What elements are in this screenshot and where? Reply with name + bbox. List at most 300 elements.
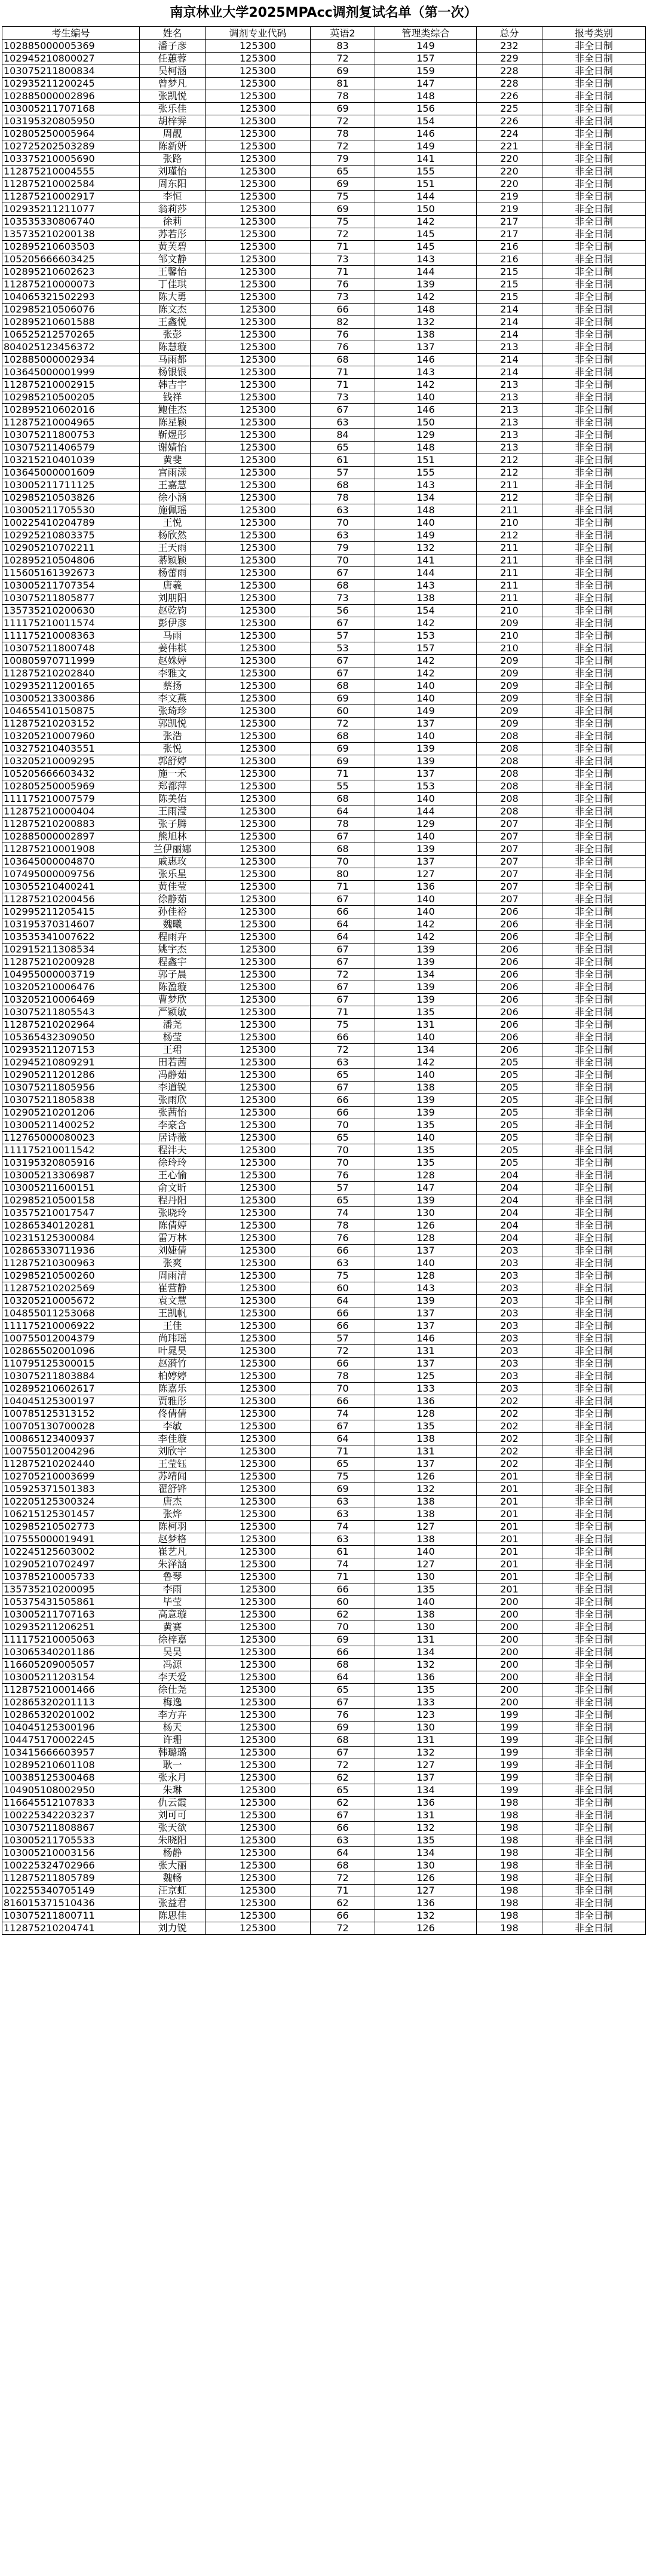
cell-total-score: 220 [477, 153, 542, 166]
cell-major-code: 125300 [206, 1232, 311, 1245]
cell-major-code: 125300 [206, 1734, 311, 1747]
table-row [2, 103, 646, 115]
table-row [2, 994, 646, 1006]
cell-english2: 65 [311, 1684, 375, 1696]
cell-major-code: 125300 [206, 1031, 311, 1044]
table-row [2, 1471, 646, 1483]
cell-name: 刘瑾怡 [140, 166, 206, 178]
cell-candidate-id: 103535341007622 [2, 931, 140, 944]
cell-total-score: 217 [477, 216, 542, 228]
cell-candidate-id: 102935211206251 [2, 1621, 140, 1634]
table-row [2, 1094, 646, 1107]
cell-candidate-id: 103275210403551 [2, 743, 140, 755]
cell-total-score: 203 [477, 1320, 542, 1333]
cell-english2: 69 [311, 1634, 375, 1646]
cell-application-type: 非全日制 [542, 1044, 646, 1056]
cell-english2: 70 [311, 517, 375, 529]
cell-application-type: 非全日制 [542, 918, 646, 931]
cell-candidate-id: 100805970711999 [2, 655, 140, 667]
cell-candidate-id: 105205666603425 [2, 253, 140, 266]
cell-management-comprehensive: 135 [375, 1834, 477, 1847]
cell-major-code: 125300 [206, 1885, 311, 1897]
cell-name: 黄斐 [140, 454, 206, 467]
table-row [2, 1433, 646, 1445]
cell-management-comprehensive: 132 [375, 1659, 477, 1671]
cell-english2: 69 [311, 1483, 375, 1496]
cell-total-score: 208 [477, 780, 542, 793]
cell-major-code: 125300 [206, 1797, 311, 1809]
cell-english2: 62 [311, 1772, 375, 1784]
cell-name: 陈星颖 [140, 416, 206, 429]
cell-application-type: 非全日制 [542, 1282, 646, 1295]
table-row [2, 1521, 646, 1533]
table-row [2, 1019, 646, 1031]
cell-management-comprehensive: 130 [375, 1207, 477, 1220]
cell-candidate-id: 112875210004965 [2, 416, 140, 429]
cell-candidate-id: 102865320201002 [2, 1709, 140, 1722]
cell-name: 徐小涵 [140, 492, 206, 504]
table-row [2, 1257, 646, 1270]
header-english2: 英语2 [311, 27, 375, 40]
cell-management-comprehensive: 140 [375, 1596, 477, 1609]
cell-major-code: 125300 [206, 504, 311, 517]
cell-major-code: 125300 [206, 1772, 311, 1784]
cell-candidate-id: 102805250005969 [2, 780, 140, 793]
cell-candidate-id: 102885000002934 [2, 354, 140, 366]
cell-application-type: 非全日制 [542, 1847, 646, 1860]
cell-total-score: 213 [477, 341, 542, 354]
cell-candidate-id: 102985210502773 [2, 1521, 140, 1533]
cell-english2: 73 [311, 291, 375, 304]
table-row [2, 1621, 646, 1634]
table-row [2, 454, 646, 467]
cell-total-score: 203 [477, 1282, 542, 1295]
cell-management-comprehensive: 134 [375, 492, 477, 504]
cell-major-code: 125300 [206, 1809, 311, 1822]
cell-name: 张子腾 [140, 818, 206, 831]
cell-application-type: 非全日制 [542, 203, 646, 216]
cell-total-score: 200 [477, 1634, 542, 1646]
table-row [2, 1872, 646, 1885]
table-row [2, 881, 646, 893]
table-row [2, 1333, 646, 1345]
cell-total-score: 209 [477, 667, 542, 680]
cell-management-comprehensive: 139 [375, 981, 477, 994]
cell-management-comprehensive: 140 [375, 730, 477, 743]
cell-application-type: 非全日制 [542, 1370, 646, 1383]
cell-total-score: 203 [477, 1257, 542, 1270]
table-row [2, 1533, 646, 1546]
cell-name: 陈新妍 [140, 140, 206, 153]
cell-total-score: 214 [477, 316, 542, 329]
cell-candidate-id: 102895210504806 [2, 555, 140, 567]
cell-candidate-id: 112875210000073 [2, 278, 140, 291]
cell-major-code: 125300 [206, 178, 311, 191]
cell-english2: 69 [311, 178, 375, 191]
cell-total-score: 198 [477, 1910, 542, 1922]
table-row [2, 780, 646, 793]
cell-total-score: 210 [477, 605, 542, 617]
cell-english2: 67 [311, 831, 375, 843]
cell-major-code: 125300 [206, 555, 311, 567]
cell-name: 佟倩倩 [140, 1408, 206, 1420]
cell-total-score: 204 [477, 1220, 542, 1232]
cell-candidate-id: 135735210200630 [2, 605, 140, 617]
cell-candidate-id: 102905210201206 [2, 1107, 140, 1119]
cell-candidate-id: 103075211800748 [2, 642, 140, 655]
cell-application-type: 非全日制 [542, 1885, 646, 1897]
cell-english2: 67 [311, 994, 375, 1006]
cell-management-comprehensive: 150 [375, 203, 477, 216]
cell-candidate-id: 102895210602016 [2, 404, 140, 416]
cell-candidate-id: 103645000001999 [2, 366, 140, 379]
cell-major-code: 125300 [206, 191, 311, 203]
cell-total-score: 212 [477, 467, 542, 479]
cell-management-comprehensive: 151 [375, 454, 477, 467]
cell-major-code: 125300 [206, 479, 311, 492]
cell-candidate-id: 103205210007960 [2, 730, 140, 743]
cell-english2: 61 [311, 454, 375, 467]
cell-major-code: 125300 [206, 956, 311, 969]
cell-application-type: 非全日制 [542, 1445, 646, 1458]
table-row [2, 1709, 646, 1722]
cell-management-comprehensive: 134 [375, 1847, 477, 1860]
cell-total-score: 203 [477, 1245, 542, 1257]
cell-name: 张茜怡 [140, 1107, 206, 1119]
table-row [2, 1734, 646, 1747]
cell-application-type: 非全日制 [542, 1722, 646, 1734]
cell-english2: 66 [311, 1307, 375, 1320]
cell-major-code: 125300 [206, 1860, 311, 1872]
cell-total-score: 202 [477, 1458, 542, 1471]
cell-english2: 63 [311, 1508, 375, 1521]
cell-application-type: 非全日制 [542, 1345, 646, 1358]
cell-management-comprehensive: 128 [375, 1232, 477, 1245]
cell-candidate-id: 102935211200165 [2, 680, 140, 693]
cell-total-score: 214 [477, 354, 542, 366]
table-row [2, 1797, 646, 1809]
cell-application-type: 非全日制 [542, 1207, 646, 1220]
cell-english2: 72 [311, 1345, 375, 1358]
cell-application-type: 非全日制 [542, 429, 646, 442]
cell-total-score: 213 [477, 416, 542, 429]
cell-name: 赵漪竹 [140, 1358, 206, 1370]
cell-name: 翁莉莎 [140, 203, 206, 216]
cell-total-score: 206 [477, 1019, 542, 1031]
cell-major-code: 125300 [206, 266, 311, 278]
cell-name: 陈嘉乐 [140, 1383, 206, 1395]
cell-english2: 84 [311, 429, 375, 442]
cell-total-score: 198 [477, 1860, 542, 1872]
cell-total-score: 200 [477, 1696, 542, 1709]
cell-total-score: 224 [477, 128, 542, 140]
cell-name: 李佳璇 [140, 1433, 206, 1445]
cell-management-comprehensive: 134 [375, 969, 477, 981]
cell-major-code: 125300 [206, 843, 311, 856]
cell-name: 谢婧怡 [140, 442, 206, 454]
cell-application-type: 非全日制 [542, 329, 646, 341]
cell-name: 戚惠玫 [140, 856, 206, 868]
cell-candidate-id: 135735210200095 [2, 1583, 140, 1596]
cell-total-score: 208 [477, 755, 542, 768]
cell-major-code: 125300 [206, 793, 311, 805]
cell-application-type: 非全日制 [542, 1772, 646, 1784]
cell-english2: 72 [311, 969, 375, 981]
cell-application-type: 非全日制 [542, 191, 646, 203]
table-row [2, 203, 646, 216]
cell-name: 张琦珍 [140, 705, 206, 718]
cell-candidate-id: 112875210001908 [2, 843, 140, 856]
cell-english2: 65 [311, 1194, 375, 1207]
cell-candidate-id: 112875210002917 [2, 191, 140, 203]
cell-candidate-id: 102985210506076 [2, 304, 140, 316]
cell-english2: 75 [311, 1270, 375, 1282]
cell-total-score: 208 [477, 730, 542, 743]
cell-english2: 67 [311, 1082, 375, 1094]
cell-application-type: 非全日制 [542, 492, 646, 504]
cell-candidate-id: 112875210202569 [2, 1282, 140, 1295]
cell-major-code: 125300 [206, 467, 311, 479]
cell-english2: 66 [311, 1094, 375, 1107]
cell-management-comprehensive: 142 [375, 918, 477, 931]
cell-english2: 67 [311, 567, 375, 580]
cell-candidate-id: 110795125300015 [2, 1358, 140, 1370]
cell-management-comprehensive: 153 [375, 630, 477, 642]
cell-total-score: 207 [477, 843, 542, 856]
cell-total-score: 201 [477, 1471, 542, 1483]
cell-english2: 75 [311, 1019, 375, 1031]
cell-application-type: 非全日制 [542, 1583, 646, 1596]
cell-major-code: 125300 [206, 1847, 311, 1860]
cell-candidate-id: 103535330806740 [2, 216, 140, 228]
cell-name: 张益君 [140, 1897, 206, 1910]
cell-management-comprehensive: 138 [375, 592, 477, 605]
cell-total-score: 198 [477, 1847, 542, 1860]
cell-name: 仇云霞 [140, 1797, 206, 1809]
cell-name: 高意璇 [140, 1609, 206, 1621]
cell-name: 刘力锐 [140, 1922, 206, 1935]
table-row [2, 542, 646, 555]
cell-total-score: 201 [477, 1533, 542, 1546]
cell-english2: 70 [311, 1383, 375, 1395]
table-row [2, 1508, 646, 1521]
cell-name: 苏若彤 [140, 228, 206, 241]
cell-major-code: 125300 [206, 1132, 311, 1144]
cell-management-comprehensive: 143 [375, 1282, 477, 1295]
cell-name: 李豪含 [140, 1119, 206, 1132]
cell-candidate-id: 103205210006469 [2, 994, 140, 1006]
cell-name: 孙佳裕 [140, 906, 206, 918]
table-row [2, 1031, 646, 1044]
cell-major-code: 125300 [206, 140, 311, 153]
cell-english2: 66 [311, 1107, 375, 1119]
cell-total-score: 213 [477, 391, 542, 404]
cell-major-code: 125300 [206, 1069, 311, 1082]
cell-english2: 64 [311, 805, 375, 818]
cell-total-score: 207 [477, 818, 542, 831]
cell-english2: 62 [311, 1897, 375, 1910]
cell-major-code: 125300 [206, 1282, 311, 1295]
cell-name: 潘子彦 [140, 40, 206, 53]
cell-english2: 68 [311, 354, 375, 366]
cell-candidate-id: 100225342203237 [2, 1809, 140, 1822]
cell-candidate-id: 103785210005733 [2, 1571, 140, 1583]
cell-major-code: 125300 [206, 1546, 311, 1558]
table-row [2, 705, 646, 718]
table-row [2, 1922, 646, 1935]
cell-management-comprehensive: 139 [375, 1107, 477, 1119]
cell-name: 张乐佳 [140, 103, 206, 115]
cell-major-code: 125300 [206, 1897, 311, 1910]
cell-application-type: 非全日制 [542, 1107, 646, 1119]
table-row [2, 1320, 646, 1333]
cell-candidate-id: 102985210500158 [2, 1194, 140, 1207]
cell-application-type: 非全日制 [542, 1320, 646, 1333]
cell-english2: 79 [311, 153, 375, 166]
cell-total-score: 206 [477, 918, 542, 931]
cell-total-score: 211 [477, 555, 542, 567]
cell-english2: 73 [311, 592, 375, 605]
cell-english2: 66 [311, 1910, 375, 1922]
cell-candidate-id: 102905211201286 [2, 1069, 140, 1082]
cell-candidate-id: 102945210800027 [2, 53, 140, 65]
cell-major-code: 125300 [206, 693, 311, 705]
cell-candidate-id: 816015371510436 [2, 1897, 140, 1910]
cell-major-code: 125300 [206, 128, 311, 140]
cell-candidate-id: 112875210200456 [2, 893, 140, 906]
cell-candidate-id: 103005211203154 [2, 1671, 140, 1684]
cell-management-comprehensive: 142 [375, 931, 477, 944]
cell-english2: 71 [311, 366, 375, 379]
cell-major-code: 125300 [206, 1370, 311, 1383]
cell-name: 叶晁昊 [140, 1345, 206, 1358]
cell-candidate-id: 102895210602617 [2, 1383, 140, 1395]
table-row [2, 492, 646, 504]
cell-candidate-id: 100785125313152 [2, 1408, 140, 1420]
cell-major-code: 125300 [206, 241, 311, 253]
cell-name: 陈美佑 [140, 793, 206, 805]
candidate-table [2, 26, 646, 1935]
cell-management-comprehensive: 132 [375, 542, 477, 555]
cell-english2: 67 [311, 655, 375, 667]
cell-management-comprehensive: 140 [375, 1257, 477, 1270]
cell-major-code: 125300 [206, 329, 311, 341]
cell-total-score: 210 [477, 517, 542, 529]
cell-management-comprehensive: 144 [375, 805, 477, 818]
cell-application-type: 非全日制 [542, 416, 646, 429]
cell-major-code: 125300 [206, 1082, 311, 1094]
cell-total-score: 212 [477, 454, 542, 467]
cell-name: 任蕙蓉 [140, 53, 206, 65]
cell-management-comprehensive: 136 [375, 1671, 477, 1684]
cell-candidate-id: 102805250005964 [2, 128, 140, 140]
cell-total-score: 228 [477, 78, 542, 90]
cell-total-score: 206 [477, 956, 542, 969]
cell-application-type: 非全日制 [542, 1019, 646, 1031]
cell-total-score: 209 [477, 718, 542, 730]
cell-english2: 76 [311, 278, 375, 291]
cell-name: 陈慧璇 [140, 341, 206, 354]
cell-management-comprehensive: 133 [375, 1383, 477, 1395]
cell-major-code: 125300 [206, 818, 311, 831]
cell-management-comprehensive: 127 [375, 1558, 477, 1571]
cell-total-score: 216 [477, 241, 542, 253]
cell-total-score: 199 [477, 1759, 542, 1772]
cell-application-type: 非全日制 [542, 517, 646, 529]
cell-name: 胡梓霁 [140, 115, 206, 128]
cell-management-comprehensive: 139 [375, 1094, 477, 1107]
cell-candidate-id: 112875210202440 [2, 1458, 140, 1471]
cell-management-comprehensive: 126 [375, 1922, 477, 1935]
cell-candidate-id: 100225324702966 [2, 1860, 140, 1872]
cell-application-type: 非全日制 [542, 40, 646, 53]
cell-total-score: 202 [477, 1408, 542, 1420]
cell-application-type: 非全日制 [542, 1194, 646, 1207]
cell-major-code: 125300 [206, 492, 311, 504]
cell-english2: 78 [311, 492, 375, 504]
table-row [2, 429, 646, 442]
cell-application-type: 非全日制 [542, 1897, 646, 1910]
cell-application-type: 非全日制 [542, 1333, 646, 1345]
cell-application-type: 非全日制 [542, 115, 646, 128]
cell-name: 陈大勇 [140, 291, 206, 304]
cell-total-score: 211 [477, 479, 542, 492]
cell-english2: 72 [311, 1872, 375, 1885]
cell-english2: 71 [311, 266, 375, 278]
cell-application-type: 非全日制 [542, 743, 646, 755]
cell-name: 赵乾钧 [140, 605, 206, 617]
cell-management-comprehensive: 137 [375, 856, 477, 868]
cell-total-score: 204 [477, 1182, 542, 1194]
cell-name: 张路 [140, 153, 206, 166]
cell-management-comprehensive: 130 [375, 1860, 477, 1872]
cell-name: 陈文杰 [140, 304, 206, 316]
cell-name: 袁文慧 [140, 1295, 206, 1307]
cell-application-type: 非全日制 [542, 1922, 646, 1935]
cell-candidate-id: 111175210007579 [2, 793, 140, 805]
cell-english2: 67 [311, 956, 375, 969]
table-row [2, 1220, 646, 1232]
cell-application-type: 非全日制 [542, 291, 646, 304]
cell-major-code: 125300 [206, 228, 311, 241]
cell-english2: 69 [311, 755, 375, 768]
cell-application-type: 非全日制 [542, 642, 646, 655]
cell-name: 徐莉 [140, 216, 206, 228]
cell-candidate-id: 103075211808867 [2, 1822, 140, 1834]
cell-candidate-id: 103005211600151 [2, 1182, 140, 1194]
cell-english2: 56 [311, 605, 375, 617]
cell-management-comprehensive: 137 [375, 1320, 477, 1333]
cell-major-code: 125300 [206, 203, 311, 216]
cell-english2: 65 [311, 1458, 375, 1471]
cell-application-type: 非全日制 [542, 504, 646, 517]
cell-english2: 76 [311, 1709, 375, 1722]
cell-management-comprehensive: 149 [375, 529, 477, 542]
cell-candidate-id: 102885000002897 [2, 831, 140, 843]
cell-candidate-id: 103075211800711 [2, 1910, 140, 1922]
cell-candidate-id: 104905108002950 [2, 1784, 140, 1797]
cell-application-type: 非全日制 [542, 103, 646, 115]
cell-english2: 70 [311, 1119, 375, 1132]
cell-english2: 75 [311, 1471, 375, 1483]
cell-name: 徐梓嘉 [140, 1634, 206, 1646]
cell-total-score: 205 [477, 1069, 542, 1082]
cell-application-type: 非全日制 [542, 718, 646, 730]
cell-name: 陈盈璇 [140, 981, 206, 994]
cell-application-type: 非全日制 [542, 1056, 646, 1069]
cell-total-score: 200 [477, 1684, 542, 1696]
cell-candidate-id: 103205210005672 [2, 1295, 140, 1307]
